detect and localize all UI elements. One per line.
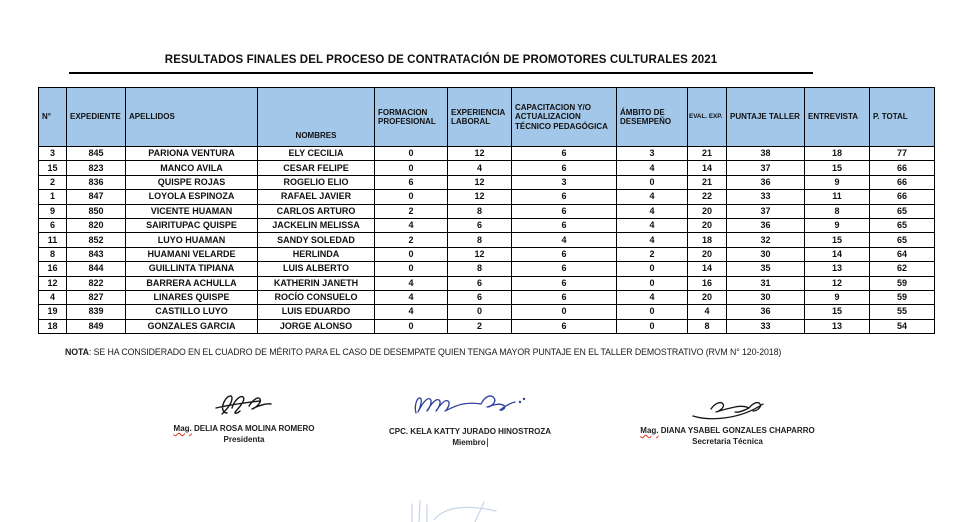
- column-header-5: EXPERIENCIA LABORAL: [448, 88, 512, 147]
- table-cell: MANCO AVILA: [126, 161, 258, 175]
- table-cell: 36: [727, 175, 805, 189]
- table-cell: 6: [375, 175, 448, 189]
- table-cell: 16: [688, 276, 727, 290]
- table-cell: 15: [805, 233, 870, 247]
- table-cell: LOYOLA ESPINOZA: [126, 190, 258, 204]
- table-cell: 4: [375, 290, 448, 304]
- table-cell: 844: [67, 262, 126, 276]
- table-row: [39, 161, 935, 175]
- document-title: RESULTADOS FINALES DEL PROCESO DE CONTRATACIÓN DE PROMOTORES CULTURALES 2021: [164, 54, 718, 66]
- table-cell: 32: [727, 233, 805, 247]
- signature-block-secretaria: [630, 398, 825, 446]
- table-cell: 6: [512, 218, 617, 232]
- table-cell: 66: [870, 175, 935, 189]
- table-cell: 4: [617, 218, 688, 232]
- table-cell: 1: [39, 190, 67, 204]
- column-header-6: CAPACITACION Y/O ACTUALIZACION TÉCNICO PEDAGÓGICA: [512, 88, 617, 147]
- table-cell: 8: [805, 204, 870, 218]
- table-cell: 6: [448, 290, 512, 304]
- table-row: [39, 276, 935, 290]
- table-cell: LUIS ALBERTO: [258, 262, 375, 276]
- table-cell: CARLOS ARTURO: [258, 204, 375, 218]
- table-cell: 4: [39, 290, 67, 304]
- column-header-9: PUNTAJE TALLER: [727, 88, 805, 147]
- signer-3-name: [630, 426, 825, 435]
- table-cell: 845: [67, 147, 126, 161]
- signer-1-name-text: DELIA ROSA MOLINA ROMERO: [191, 424, 315, 433]
- table-cell: 12: [448, 147, 512, 161]
- table-cell: 6: [512, 290, 617, 304]
- table-cell: JACKELIN MELISSA: [258, 218, 375, 232]
- table-cell: 0: [375, 319, 448, 333]
- signature-block-miembro: [375, 391, 565, 447]
- table-cell: 77: [870, 147, 935, 161]
- table-cell: 0: [448, 305, 512, 319]
- table-cell: 0: [375, 147, 448, 161]
- table-cell: LUIS EDUARDO: [258, 305, 375, 319]
- table-cell: 0: [617, 175, 688, 189]
- table-cell: 4: [617, 190, 688, 204]
- table-row: [39, 190, 935, 204]
- table-cell: 4: [448, 161, 512, 175]
- table-header: [39, 88, 935, 147]
- column-header-11: P. TOTAL: [870, 88, 935, 147]
- table-cell: 8: [448, 262, 512, 276]
- table-cell: 18: [688, 233, 727, 247]
- table-cell: 4: [617, 204, 688, 218]
- table-cell: 3: [617, 147, 688, 161]
- table-cell: 8: [448, 233, 512, 247]
- table-cell: GONZALES GARCIA: [126, 319, 258, 333]
- table-cell: 4: [617, 233, 688, 247]
- table-cell: 2: [375, 204, 448, 218]
- table-cell: 14: [688, 262, 727, 276]
- table-cell: 6: [512, 204, 617, 218]
- table-cell: 9: [805, 290, 870, 304]
- table-row: [39, 233, 935, 247]
- table-cell: 30: [727, 290, 805, 304]
- note-label: NOTA: [65, 347, 89, 357]
- table-cell: RAFAEL JAVIER: [258, 190, 375, 204]
- table-cell: JORGE ALONSO: [258, 319, 375, 333]
- table-cell: 62: [870, 262, 935, 276]
- table-cell: 3: [39, 147, 67, 161]
- signature-3-image: [689, 398, 767, 422]
- table-cell: 8: [448, 204, 512, 218]
- table-cell: 852: [67, 233, 126, 247]
- table-cell: 37: [727, 161, 805, 175]
- table-cell: 31: [727, 276, 805, 290]
- table-cell: 6: [512, 247, 617, 261]
- table-cell: HERLINDA: [258, 247, 375, 261]
- table-cell: 11: [39, 233, 67, 247]
- signer-1-name: [154, 424, 334, 433]
- table-cell: 9: [39, 204, 67, 218]
- table-cell: 9: [805, 175, 870, 189]
- table-cell: 6: [512, 147, 617, 161]
- table-cell: 2: [448, 319, 512, 333]
- table-cell: 37: [727, 204, 805, 218]
- table-cell: 4: [688, 305, 727, 319]
- table-cell: 30: [727, 247, 805, 261]
- table-cell: 8: [39, 247, 67, 261]
- table-cell: 35: [727, 262, 805, 276]
- note-line: [65, 347, 781, 357]
- signer-2-role-text: Miembro: [452, 438, 486, 447]
- table-cell: ROCÍO CONSUELO: [258, 290, 375, 304]
- table-row: [39, 175, 935, 189]
- header-row: [39, 88, 935, 147]
- table-row: [39, 290, 935, 304]
- table-cell: 38: [727, 147, 805, 161]
- table-cell: 33: [727, 190, 805, 204]
- table-cell: 820: [67, 218, 126, 232]
- table-cell: 20: [688, 218, 727, 232]
- table-cell: 65: [870, 204, 935, 218]
- table-cell: 839: [67, 305, 126, 319]
- table-cell: 65: [870, 218, 935, 232]
- table-cell: 14: [805, 247, 870, 261]
- table-cell: 0: [617, 319, 688, 333]
- column-header-2: APELLIDOS: [126, 88, 258, 147]
- table-row: [39, 247, 935, 261]
- table-cell: 0: [617, 305, 688, 319]
- table-cell: 36: [727, 218, 805, 232]
- signature-2-image: [411, 391, 529, 416]
- table-cell: 6: [512, 161, 617, 175]
- table-cell: 9: [805, 218, 870, 232]
- table-cell: 2: [39, 175, 67, 189]
- table-cell: CASTILLO LUYO: [126, 305, 258, 319]
- table-cell: 66: [870, 190, 935, 204]
- table-cell: SAIRITUPAC QUISPE: [126, 218, 258, 232]
- table-cell: 33: [727, 319, 805, 333]
- table-cell: 4: [375, 305, 448, 319]
- table-cell: 0: [375, 161, 448, 175]
- table-cell: 16: [39, 262, 67, 276]
- column-header-3: NOMBRES: [258, 88, 375, 147]
- table-row: [39, 147, 935, 161]
- table-cell: 14: [688, 161, 727, 175]
- table-body: [39, 147, 935, 334]
- table-row: [39, 204, 935, 218]
- table-cell: 20: [688, 204, 727, 218]
- table-cell: 4: [375, 218, 448, 232]
- table-cell: 15: [805, 305, 870, 319]
- table-cell: 849: [67, 319, 126, 333]
- signer-2-title-prefix: CPC.: [388, 427, 409, 436]
- column-header-0: N°: [39, 88, 67, 147]
- table-cell: 21: [688, 147, 727, 161]
- signer-3-title-prefix: Mag.: [640, 426, 659, 435]
- table-cell: 4: [617, 290, 688, 304]
- table-cell: 0: [512, 305, 617, 319]
- table-cell: 20: [688, 247, 727, 261]
- table-cell: 13: [805, 262, 870, 276]
- table-cell: ROGELIO ELIO: [258, 175, 375, 189]
- table-cell: 22: [688, 190, 727, 204]
- table-cell: 15: [805, 161, 870, 175]
- partial-signature-artifact: [404, 500, 514, 522]
- table-cell: 8: [688, 319, 727, 333]
- table-cell: LUYO HUAMAN: [126, 233, 258, 247]
- table-cell: 6: [512, 276, 617, 290]
- column-header-7: ÁMBITO DE DESEMPEÑO: [617, 88, 688, 147]
- table-cell: 4: [617, 161, 688, 175]
- table-cell: 3: [512, 175, 617, 189]
- table-cell: 0: [375, 190, 448, 204]
- table-cell: 12: [448, 247, 512, 261]
- column-header-10: ENTREVISTA: [805, 88, 870, 147]
- table-row: [39, 305, 935, 319]
- table-cell: 12: [448, 190, 512, 204]
- table-cell: 12: [448, 175, 512, 189]
- table-cell: LINARES QUISPE: [126, 290, 258, 304]
- results-table: [38, 87, 935, 334]
- column-header-1: EXPEDIENTE: [67, 88, 126, 147]
- table-cell: 6: [448, 218, 512, 232]
- signer-2-role[interactable]: [375, 438, 565, 447]
- table-cell: 0: [617, 262, 688, 276]
- table-cell: 36: [727, 305, 805, 319]
- table-cell: 0: [375, 262, 448, 276]
- table-cell: 12: [805, 276, 870, 290]
- table-cell: 6: [512, 262, 617, 276]
- table-cell: 66: [870, 161, 935, 175]
- table-cell: GUILLINTA TIPIANA: [126, 262, 258, 276]
- table-cell: 21: [688, 175, 727, 189]
- table-cell: 0: [375, 247, 448, 261]
- table-cell: 59: [870, 276, 935, 290]
- table-cell: 2: [617, 247, 688, 261]
- table-cell: BARRERA ACHULLA: [126, 276, 258, 290]
- table-cell: 55: [870, 305, 935, 319]
- signer-2-name: [375, 427, 565, 436]
- table-cell: 836: [67, 175, 126, 189]
- table-cell: 4: [375, 276, 448, 290]
- signature-1-image: [213, 392, 275, 418]
- table-cell: PARIONA VENTURA: [126, 147, 258, 161]
- table-cell: 4: [512, 233, 617, 247]
- table-row: [39, 262, 935, 276]
- table-cell: 59: [870, 290, 935, 304]
- table-cell: 12: [39, 276, 67, 290]
- table-cell: 18: [805, 147, 870, 161]
- table-cell: 13: [805, 319, 870, 333]
- table-cell: 6: [512, 319, 617, 333]
- table-cell: SANDY SOLEDAD: [258, 233, 375, 247]
- signer-3-name-text: DIANA YSABEL GONZALES CHAPARRO: [658, 426, 815, 435]
- table-cell: 0: [617, 276, 688, 290]
- signer-1-role: Presidenta: [223, 435, 265, 444]
- table-cell: 65: [870, 233, 935, 247]
- note-text: : SE HA CONSIDERADO EN EL CUADRO DE MÉRITO PARA EL CASO DE DESEMPATE QUIEN TENGA MAYOR PUNTAJE EN EL TALLER DEMOSTRATIVO (RVM N° 120-2018): [88, 347, 782, 357]
- column-header-4: FORMACION PROFESIONAL: [375, 88, 448, 147]
- table-cell: 2: [375, 233, 448, 247]
- signer-3-role: Secretaria Técnica: [692, 437, 763, 446]
- table-cell: QUISPE ROJAS: [126, 175, 258, 189]
- table-cell: 64: [870, 247, 935, 261]
- table-cell: 11: [805, 190, 870, 204]
- table-cell: 847: [67, 190, 126, 204]
- table-cell: ELY CECILIA: [258, 147, 375, 161]
- table-cell: 6: [39, 218, 67, 232]
- table-cell: VICENTE HUAMAN: [126, 204, 258, 218]
- table-cell: 15: [39, 161, 67, 175]
- text-cursor: [487, 438, 488, 447]
- table-cell: 850: [67, 204, 126, 218]
- table-cell: CESAR FELIPE: [258, 161, 375, 175]
- table-cell: 823: [67, 161, 126, 175]
- table-cell: 18: [39, 319, 67, 333]
- table-cell: 6: [448, 276, 512, 290]
- table-cell: KATHERIN JANETH: [258, 276, 375, 290]
- title-underline: [69, 50, 813, 74]
- table-cell: 843: [67, 247, 126, 261]
- signer-2-name-text: KELA KATTY JURADO HINOSTROZA: [408, 427, 552, 436]
- table-row: [39, 218, 935, 232]
- signature-block-presidenta: [154, 392, 334, 444]
- table-cell: HUAMANI VELARDE: [126, 247, 258, 261]
- table-cell: 822: [67, 276, 126, 290]
- column-header-8: EVAL. EXP.: [688, 88, 727, 147]
- signer-1-title-prefix: Mag.: [173, 424, 192, 433]
- table-cell: 6: [512, 190, 617, 204]
- table-cell: 19: [39, 305, 67, 319]
- table-cell: 54: [870, 319, 935, 333]
- table-cell: 20: [688, 290, 727, 304]
- table-row: [39, 319, 935, 333]
- table-cell: 827: [67, 290, 126, 304]
